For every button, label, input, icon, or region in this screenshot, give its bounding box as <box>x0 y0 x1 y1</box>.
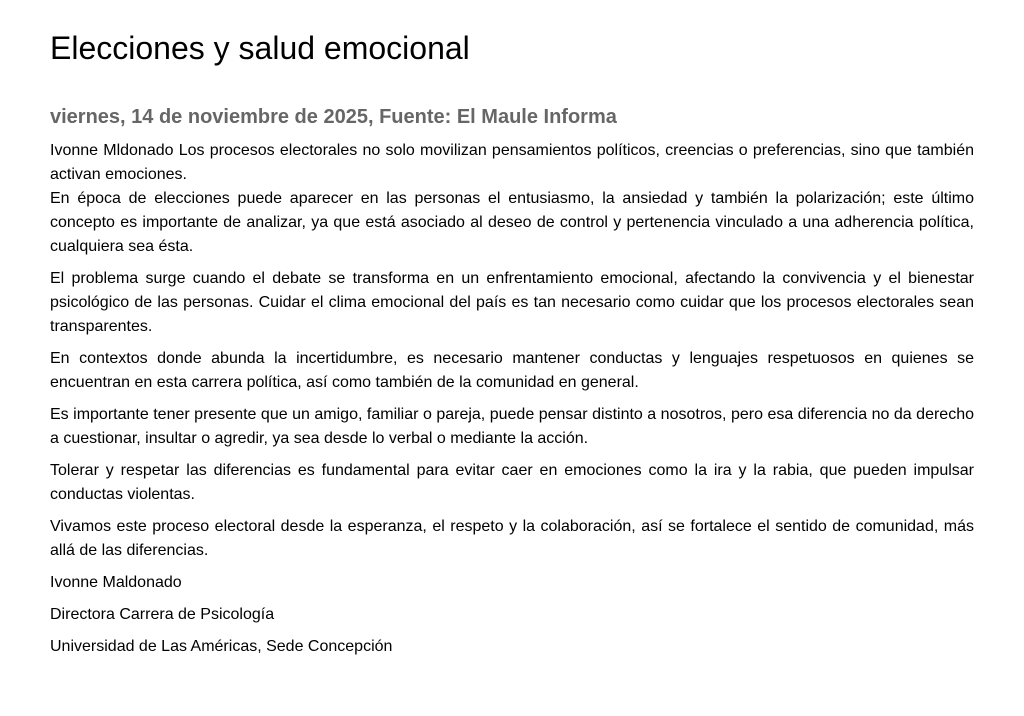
article-paragraph: Tolerar y respetar las diferencias es fundamental para evitar caer en emociones como la ira y la rabia, que pueden impulsar conductas violentas. <box>50 462 974 503</box>
author-institution: Universidad de Las Américas, Sede Concepción <box>50 638 393 655</box>
author-name: Ivonne Maldonado <box>50 574 182 591</box>
article-intro-text: Ivonne Mldonado Los procesos electorales no solo movilizan pensamientos políticos, creencias o preferencias, sino que también activan emociones. <box>50 142 974 183</box>
article-intro-continuation: En época de elecciones puede aparecer en las personas el entusiasmo, la ansiedad y también la polarización; este último concepto es importante de analizar, ya que está asociado al deseo de control y pertenencia vinculado a una adherencia política, cualquiera sea ésta. <box>50 190 974 255</box>
article-paragraph: En contextos donde abunda la incertidumbre, es necesario mantener conductas y lenguajes respetuosos en quienes se encuentran en esta carrera política, así como también de la comunidad en general. <box>50 350 974 391</box>
article-paragraph: Es importante tener presente que un amigo, familiar o pareja, puede pensar distinto a nosotros, pero esa diferencia no da derecho a cuestionar, insultar o agredir, ya sea desde lo verbal o mediante la acción. <box>50 406 974 447</box>
article-paragraph: El problema surge cuando el debate se transforma en un enfrentamiento emocional, afectando la convivencia y el bienestar psicológico de las personas. Cuidar el clima emocional del país es tan necesario como cuidar que los procesos electorales sean transparentes. <box>50 270 974 335</box>
article-body <box>50 139 974 667</box>
author-role: Directora Carrera de Psicología <box>50 606 275 623</box>
article-paragraph <box>50 139 974 259</box>
article-title: Elecciones y salud emocional <box>50 30 470 66</box>
article-paragraph: Vivamos este proceso electoral desde la esperanza, el respeto y la colaboración, así se fortalece el sentido de comunidad, más allá de las diferencias. <box>50 518 974 559</box>
article-date-source: viernes, 14 de noviembre de 2025, Fuente: El Maule Informa <box>50 106 617 128</box>
